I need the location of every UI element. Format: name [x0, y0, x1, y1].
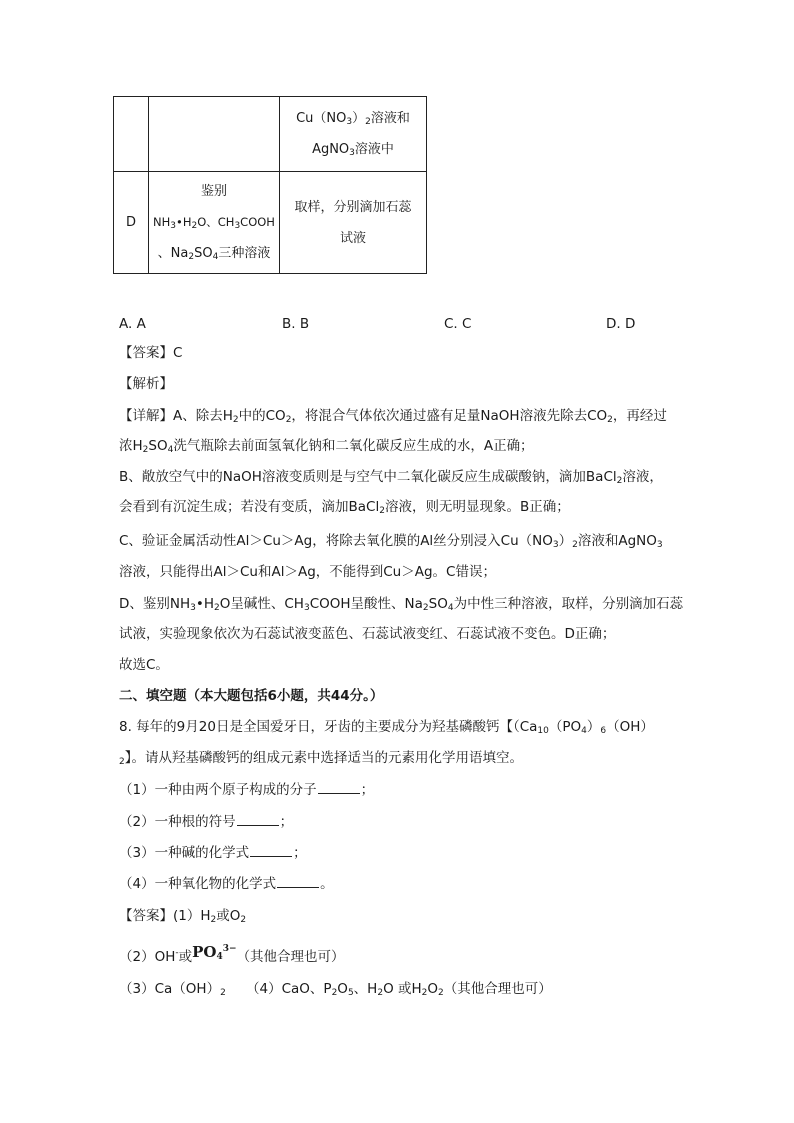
text: 浓H	[119, 438, 143, 454]
subscript: 4	[216, 952, 223, 962]
cell-text: COOH	[240, 215, 275, 229]
subscript: 2	[331, 988, 338, 998]
subscript: 3	[170, 221, 177, 231]
text: 为中性三种溶液，取样，分别滴加石蕊	[453, 596, 684, 612]
subscript: 4	[167, 445, 174, 455]
subscript: 2	[377, 988, 384, 998]
subscript: 2	[188, 252, 195, 262]
subscript: 3	[346, 117, 353, 127]
subscript: 2	[438, 988, 444, 998]
text: （其他合理也可）	[443, 981, 552, 997]
text: （其他合理也可）	[236, 949, 345, 965]
section-heading: 二、填空题（本大题包括6小题，共44分。）	[119, 688, 384, 704]
text: O 或H	[383, 981, 422, 997]
question-table	[113, 96, 427, 274]
subscript: 2	[220, 988, 226, 998]
text: 溶液，	[622, 469, 663, 485]
subscript: 2	[119, 757, 125, 767]
text: C、验证金属活动性Al＞Cu＞Ag，将除去氧化膜的Al丝分别浸入Cu（NO	[119, 533, 553, 549]
subscript: 2	[607, 415, 613, 425]
table-cell-method	[280, 172, 427, 274]
option-c: C. C	[444, 316, 472, 332]
text: 。	[320, 876, 334, 892]
answer-line	[119, 343, 182, 363]
text: （1）一种由两个原子构成的分子	[119, 782, 317, 798]
text: B、敞放空气中的NaOH溶液变质则是与空气中二氧化碳反应生成碳酸钠，滴加BaCl	[119, 469, 617, 485]
text: ，再经过	[612, 408, 667, 424]
table-cell-empty	[149, 97, 280, 172]
answer-blank[interactable]	[277, 875, 319, 888]
subscript: 2	[421, 988, 428, 998]
cell-text: 三种溶液	[218, 246, 271, 261]
text: 洗气瓶除去前面氢氧化钠和二氧化碳反应生成的水，A正确；	[173, 438, 534, 454]
phosphate-formula	[192, 943, 236, 961]
answer-value: C	[173, 345, 183, 361]
subscript: 10	[537, 726, 549, 736]
superscript: -	[175, 948, 179, 958]
option-d: D. D	[606, 316, 636, 332]
text: ）	[558, 533, 573, 549]
subscript: 2	[214, 603, 220, 613]
table-row	[114, 97, 427, 172]
text: （4）一种氧化物的化学式	[119, 876, 277, 892]
text: SO	[428, 596, 448, 612]
subscript: 4	[581, 726, 587, 736]
subscript: 3	[234, 221, 241, 231]
text: 中的CO	[238, 408, 286, 424]
text: (1）H	[173, 908, 211, 924]
text: •H	[195, 596, 215, 612]
subscript: 5	[347, 988, 354, 998]
text: ）	[586, 719, 601, 735]
text: 会看到有沉淀生成；若没有变质，滴加BaCl	[119, 499, 380, 515]
table-cell-empty	[114, 97, 149, 172]
cell-text: 鉴别	[200, 184, 227, 199]
cell-text: 试液	[339, 230, 366, 246]
cell-text: AgNO	[312, 142, 350, 157]
text: ；	[279, 814, 294, 830]
text: SO	[148, 438, 168, 454]
table-cell-purpose	[149, 172, 280, 274]
subscript: 2	[379, 506, 385, 516]
table-cell-method	[280, 97, 427, 172]
text: （3）一种碱的化学式	[119, 845, 250, 861]
detail-line	[119, 594, 683, 614]
subscript: 3	[303, 603, 310, 613]
text: ；	[293, 845, 307, 861]
cell-text: ）	[352, 111, 366, 126]
answer-blank[interactable]	[318, 781, 360, 794]
question-part	[119, 812, 293, 832]
question-part	[119, 780, 374, 800]
subscript: 2	[191, 221, 198, 231]
text: 】。请从羟基磷酸钙的组成元素中选择适当的元素用化学用语填空。	[124, 750, 523, 766]
subscript: 2	[616, 476, 623, 486]
subscript: 2	[240, 915, 247, 925]
detail-line: 试液，实验现象依次为石蕊试液变蓝色、石蕊试液变红、石蕊试液不变色。D正确；	[119, 626, 616, 642]
text: D、鉴别NH	[119, 596, 191, 612]
answer-label: 【答案】	[119, 908, 173, 924]
subscript: 4	[447, 603, 454, 613]
text: 或O	[216, 908, 241, 924]
detail-line	[119, 531, 663, 551]
text: 【详解】A、除去H	[119, 408, 233, 424]
answer-blank[interactable]	[250, 844, 292, 857]
text: （2）OH	[119, 949, 176, 965]
cell-text: 取样，分别滴加石蕊	[294, 199, 412, 215]
cell-text: •H	[176, 215, 192, 229]
question-line	[119, 717, 654, 737]
cell-text: Cu（NO	[296, 111, 347, 126]
table-row	[114, 172, 427, 274]
subscript: 3	[656, 540, 663, 550]
text: （2）一种根的符号	[119, 814, 236, 830]
analysis-label: 【解析】	[119, 376, 173, 392]
answer-line	[119, 943, 345, 967]
cell-text: 溶液和	[370, 111, 410, 126]
text: 、H	[353, 981, 378, 997]
detail-line	[119, 467, 663, 487]
subscript: 3	[190, 603, 196, 613]
subscript: 2	[285, 415, 292, 425]
subscript: 2	[142, 445, 149, 455]
text: COOH呈酸性、Na	[309, 596, 423, 612]
answer-line	[246, 979, 552, 999]
subscript: 2	[572, 540, 578, 550]
text: 溶液和AgNO	[577, 533, 657, 549]
superscript: 3−	[222, 944, 237, 954]
text: （OH）	[606, 719, 654, 735]
text: （3）Ca（OH）	[119, 981, 221, 997]
answer-line	[119, 906, 246, 926]
answer-line	[119, 979, 226, 999]
text: 溶液，则无明显现象。B正确；	[384, 499, 570, 515]
option-label-cell: D	[114, 172, 149, 274]
text: （PO	[548, 719, 582, 735]
subscript: 4	[212, 252, 219, 262]
subscript: 2	[232, 415, 239, 425]
text: O呈碱性、CH	[219, 596, 304, 612]
subscript: 2	[422, 603, 429, 613]
cell-text: O、CH	[197, 215, 235, 229]
text: PO	[192, 943, 217, 961]
text: ；	[360, 782, 375, 798]
cell-text: 溶液中	[354, 142, 394, 157]
text: 8. 每年的9月20日是全国爱牙日，牙齿的主要成分为羟基磷酸钙【（Ca	[119, 719, 538, 735]
text: 或	[178, 949, 193, 965]
subscript: 3	[552, 540, 559, 550]
question-line	[119, 748, 523, 768]
text: ，将混合气体依次通过盛有足量NaOH溶液先除去CO	[291, 408, 608, 424]
text: O	[427, 981, 439, 997]
cell-text: NH	[153, 215, 171, 229]
text: O	[337, 981, 348, 997]
option-a: A. A	[119, 316, 146, 332]
subscript: 2	[365, 117, 371, 127]
answer-label: 【答案】	[119, 345, 173, 361]
subscript: 6	[600, 726, 607, 736]
question-part	[119, 843, 307, 863]
option-b: B. B	[282, 316, 310, 332]
detail-line	[119, 436, 534, 456]
cell-text: 、Na	[157, 246, 189, 261]
detail-line: 故选C。	[119, 657, 169, 673]
detail-line: 溶液，只能得出Al＞Cu和Al＞Ag，不能得到Cu＞Ag。C错误；	[119, 564, 496, 580]
subscript: 2	[210, 915, 217, 925]
detail-line	[119, 497, 570, 517]
detail-line	[119, 406, 667, 426]
subscript: 3	[349, 148, 355, 158]
question-part	[119, 874, 334, 894]
text: （4）CaO、P	[246, 981, 332, 997]
cell-text: SO	[194, 246, 213, 261]
answer-blank[interactable]	[237, 813, 279, 826]
